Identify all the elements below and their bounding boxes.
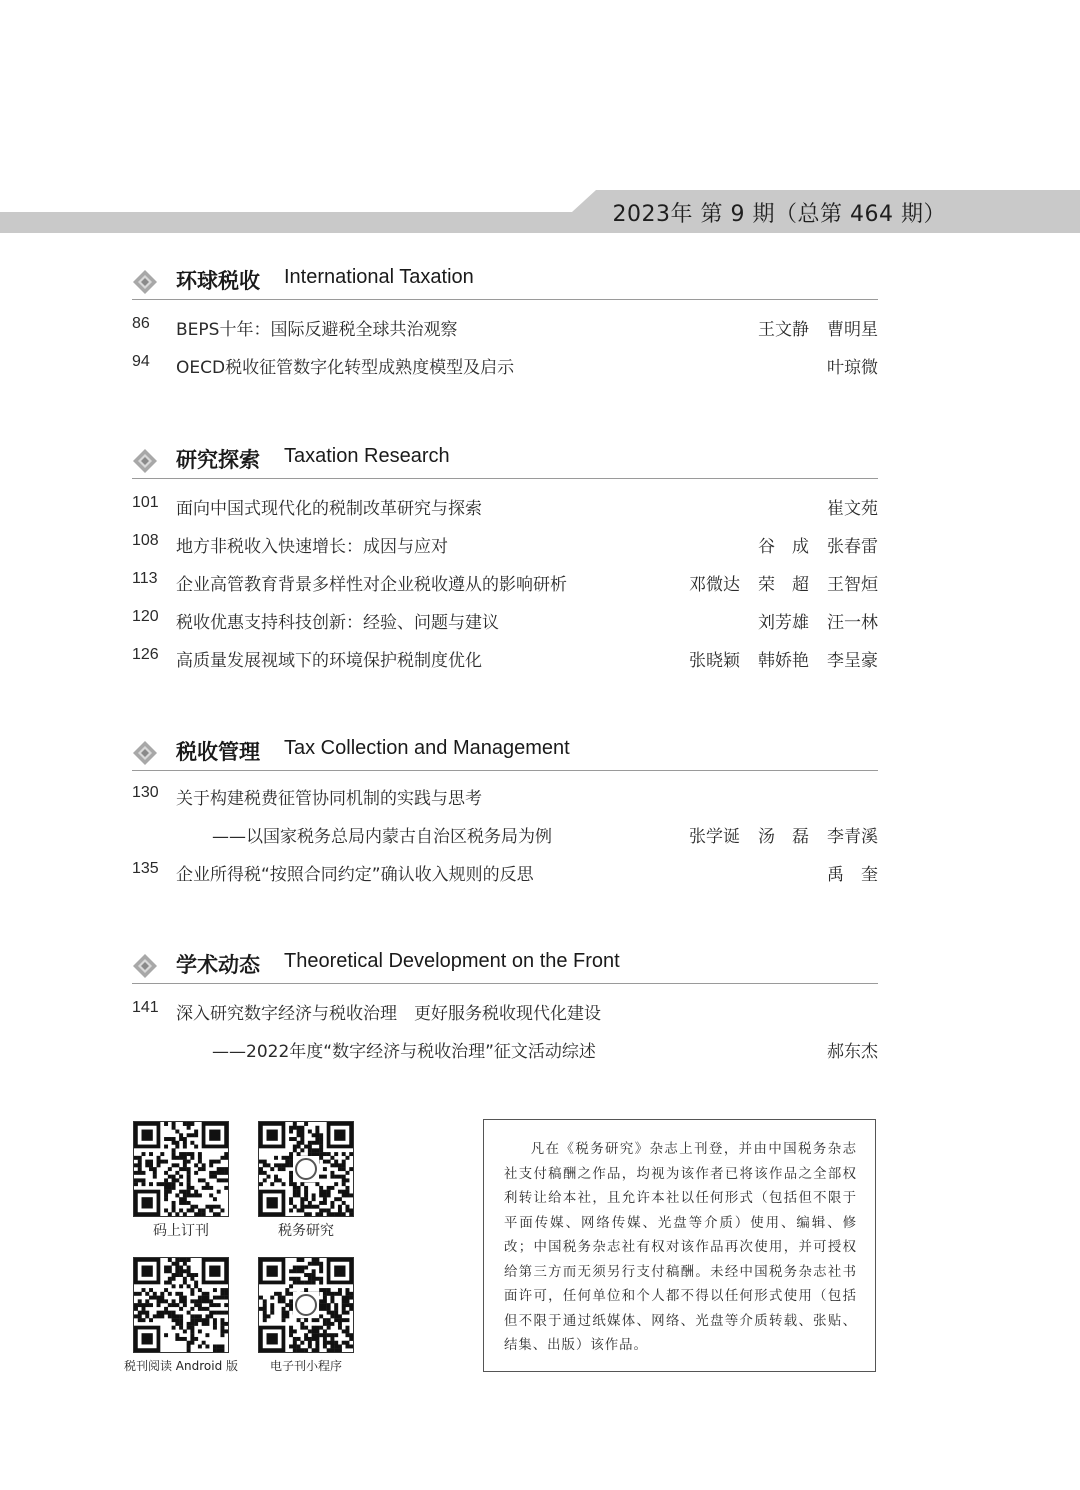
diamond-icon (132, 953, 158, 979)
author: 崔文苑 (827, 499, 878, 519)
toc-row[interactable] (132, 637, 878, 675)
section-title-en: Theoretical Development on the Front (284, 950, 620, 972)
toc-row[interactable] (132, 851, 878, 889)
article-title[interactable]: 地方非税收入快速增长：成因与应对 (176, 537, 448, 557)
author: 李青溪 (827, 827, 878, 847)
author: 汤 磊 (758, 827, 809, 847)
qr-label: 电子刊小程序 (269, 1359, 342, 1373)
section-taxation-research (132, 444, 878, 675)
qr-code-tax-research[interactable] (258, 1121, 354, 1217)
authors (809, 1037, 878, 1062)
author: 邓微达 (689, 575, 740, 595)
page-number: 126 (132, 646, 159, 663)
article-title[interactable]: 面向中国式现代化的税制改革研究与探索 (176, 499, 482, 519)
article-subtitle[interactable]: ——以国家税务总局内蒙古自治区税务局为例 (212, 827, 552, 847)
section-theoretical-development (132, 949, 878, 1066)
diamond-icon (132, 269, 158, 295)
page-number: 141 (132, 999, 159, 1016)
section-international-taxation (132, 265, 878, 382)
authors (809, 353, 878, 378)
section-title-cn: 税收管理 (176, 740, 260, 764)
toc-row[interactable] (132, 599, 878, 637)
author: 荣 超 (758, 575, 809, 595)
author: 刘芳雄 (758, 613, 809, 633)
author: 谷 成 (758, 537, 809, 557)
author: 叶琼微 (827, 358, 878, 378)
authors (740, 315, 878, 340)
toc-row[interactable] (132, 485, 878, 523)
authors (809, 860, 878, 885)
section-header (132, 444, 878, 479)
toc-row[interactable] (132, 990, 878, 1028)
qr-label: 码上订刊 (153, 1223, 209, 1239)
copyright-notice (483, 1119, 876, 1372)
article-title[interactable]: 税收优惠支持科技创新：经验、问题与建议 (176, 613, 499, 633)
qr-label: 税务研究 (278, 1223, 334, 1239)
section-title-cn: 研究探索 (176, 448, 260, 472)
article-title[interactable]: 企业高管教育背景多样性对企业税收遵从的影响研析 (176, 575, 567, 595)
section-title-en: International Taxation (284, 266, 474, 288)
article-title[interactable]: 关于构建税费征管协同机制的实践与思考 (176, 789, 482, 809)
authors (809, 494, 878, 519)
authors (740, 532, 878, 557)
author: 曹明星 (827, 320, 878, 340)
section-title-en: Taxation Research (284, 445, 450, 467)
diamond-icon (132, 448, 158, 474)
authors (671, 570, 878, 595)
author: 王文静 (758, 320, 809, 340)
article-subtitle[interactable]: ——2022年度“数字经济与税收治理”征文活动综述 (212, 1042, 596, 1062)
section-header (132, 265, 878, 300)
author: 张春雷 (827, 537, 878, 557)
toc-row[interactable] (132, 523, 878, 561)
article-title[interactable]: 高质量发展视域下的环境保护税制度优化 (176, 651, 482, 671)
article-title[interactable]: OECD税收征管数字化转型成熟度模型及启示 (176, 358, 515, 378)
author: 韩娇艳 (758, 651, 809, 671)
section-title-en: Tax Collection and Management (284, 737, 570, 759)
page-number: 108 (132, 532, 159, 549)
author: 李呈豪 (827, 651, 878, 671)
article-title[interactable]: 企业所得税“按照合同约定”确认收入规则的反思 (176, 865, 534, 885)
authors (671, 646, 878, 671)
toc-row[interactable] (132, 813, 878, 851)
notice-text: 凡在《税务研究》杂志上刊登，并由中国税务杂志社支付稿酬之作品，均视为该作者已将该作品之全部权利转让给本社，且允许本社以任何形式（包括但不限于平面传媒、网络传媒、光盘等介质）使用、编辑、修改；中国税务杂志社有权对该作品再次使用，并可授权给第三方而无须另行支付稿酬。未经中国税务杂志社书面许可，任何单位和个人都不得以任何形式使用（包括但不限于通过纸媒体、网络、光盘等介质转载、张贴、结集、出版）该作品。 (504, 1142, 857, 1353)
qr-code-android-app[interactable] (133, 1257, 229, 1353)
section-header (132, 949, 878, 984)
section-header (132, 736, 878, 771)
toc-row[interactable] (132, 1028, 878, 1066)
page-number: 86 (132, 315, 150, 332)
diamond-icon (132, 740, 158, 766)
page-number: 130 (132, 784, 159, 801)
article-title[interactable]: 深入研究数字经济与税收治理 更好服务税收现代化建设 (176, 1004, 601, 1024)
section-title-cn: 环球税收 (176, 269, 260, 293)
author: 汪一林 (827, 613, 878, 633)
author: 禹 奎 (827, 865, 878, 885)
author: 郝东杰 (827, 1042, 878, 1062)
article-title[interactable]: BEPS十年：国际反避税全球共治观察 (176, 320, 458, 340)
page-number: 120 (132, 608, 159, 625)
toc-row[interactable] (132, 775, 878, 813)
toc-row[interactable] (132, 306, 878, 344)
author: 张晓颖 (689, 651, 740, 671)
section-title-cn: 学术动态 (176, 953, 260, 977)
toc-row[interactable] (132, 561, 878, 599)
qr-code-mini-program[interactable] (258, 1257, 354, 1353)
page-number: 94 (132, 353, 150, 370)
page-number: 113 (132, 570, 158, 587)
author: 王智烜 (827, 575, 878, 595)
qr-code-subscribe[interactable] (133, 1121, 229, 1217)
authors (671, 822, 878, 847)
qr-label: 税刊阅读 Android 版 (123, 1359, 239, 1373)
author: 张学诞 (689, 827, 740, 847)
authors (740, 608, 878, 633)
toc-row[interactable] (132, 344, 878, 382)
page-number: 135 (132, 860, 159, 877)
section-tax-collection (132, 736, 878, 889)
page-number: 101 (132, 494, 159, 511)
issue-number: 2023年 第 9 期（总第 464 期） (612, 202, 946, 227)
